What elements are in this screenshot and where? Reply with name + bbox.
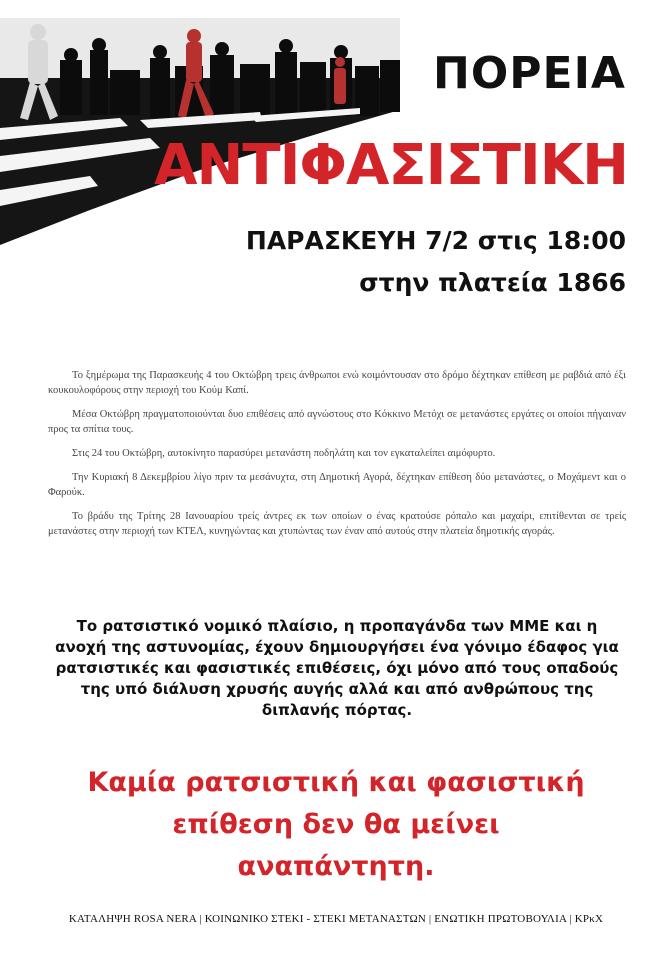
slogan-line: επίθεση δεν θα μείνει xyxy=(172,809,500,840)
footer-organizers: ΚΑΤΑΛΗΨΗ ROSA NERA | ΚΟΙΝΩΝΙΚΟ ΣΤΕΚΙ - ΣΤΕΚΙ ΜΕΤΑΝΑΣΤΩΝ | ΕΝΩΤΙΚΗ ΠΡΩΤΟΒΟΥΛΙΑ | ΚΡκΧ xyxy=(68,913,604,925)
incident-paragraph: Στις 24 του Οκτώβρη, αυτοκίνητο παρασύρει μετανάστη ποδηλάτη και τον εγκαταλείπει αιμόφυρτο. xyxy=(72,448,496,459)
statement-text: Το ρατσιστικό νομικό πλαίσιο, η προπαγάνδα των ΜΜΕ και η ανοχή της αστυνομίας, έχουν δημιουργήσει ένα γόνιμο έδαφος για ρατσιστικές και φασιστικές επιθέσεις, όχι μόνο από τους οπαδούς της υπό διάλυση χρυσής αυγής αλλά και από ανθρώπους της διπλανής πόρτας. xyxy=(55,617,619,719)
slogan-line: αναπάντητη. xyxy=(237,851,435,882)
incident-paragraph: Το ξημέρωμα της Παρασκευής 4 του Οκτώβρη τρεις άνθρωποι ενώ κοιμόντουσαν στο δρόμο δέχτηκαν επίθεση με ραβδιά από έξι κουκουλοφόρους στην περιοχή του Κούμ Καπί. xyxy=(48,370,626,396)
incident-paragraph: Μέσα Οκτώβρη πραγματοποιούνται δυο επιθέσεις από αγνώστους στο Κόκκινο Μετόχι σε μετανάστες εργάτες οι οποίοι πήγαιναν προς τα σπίτια τους. xyxy=(48,409,626,435)
title-march: ΠΟΡΕΙΑ xyxy=(433,48,626,99)
incident-list xyxy=(48,368,626,548)
incident-paragraph: Την Κυριακή 8 Δεκεμβρίου λίγο πριν τα μεσάνυχτα, στη Δημοτική Αγορά, δέχτηκαν επίθεση δύο μετανάστες, ο Μοχάμεντ και ο Φαρούκ. xyxy=(48,472,626,498)
title-antifascist: ΑΝΤΙΦΑΣΙΣΤΙΚΗ xyxy=(154,133,628,198)
incident-paragraph: Το βράδυ της Τρίτης 28 Ιανουαρίου τρείς άντρες εκ των οποίων ο ένας κρατούσε ρόπαλο και μαχαίρι, επιτίθενται σε τρείς μετανάστες στην περιοχή των ΚΤΕΛ, κυνηγώντας και χτυπώντας των έναν από αυτούς στην πλατεία δημοτικής αγοράς. xyxy=(48,511,626,537)
crowd-illustration xyxy=(0,0,672,250)
slogan xyxy=(40,762,632,888)
crowd-photo xyxy=(0,0,672,250)
slogan-line: Καμία ρατσιστική και φασιστική xyxy=(87,767,585,798)
event-date: ΠΑΡΑΣΚΕΥΗ 7/2 στις 18:00 xyxy=(245,226,626,255)
event-place: στην πλατεία 1866 xyxy=(359,268,626,297)
